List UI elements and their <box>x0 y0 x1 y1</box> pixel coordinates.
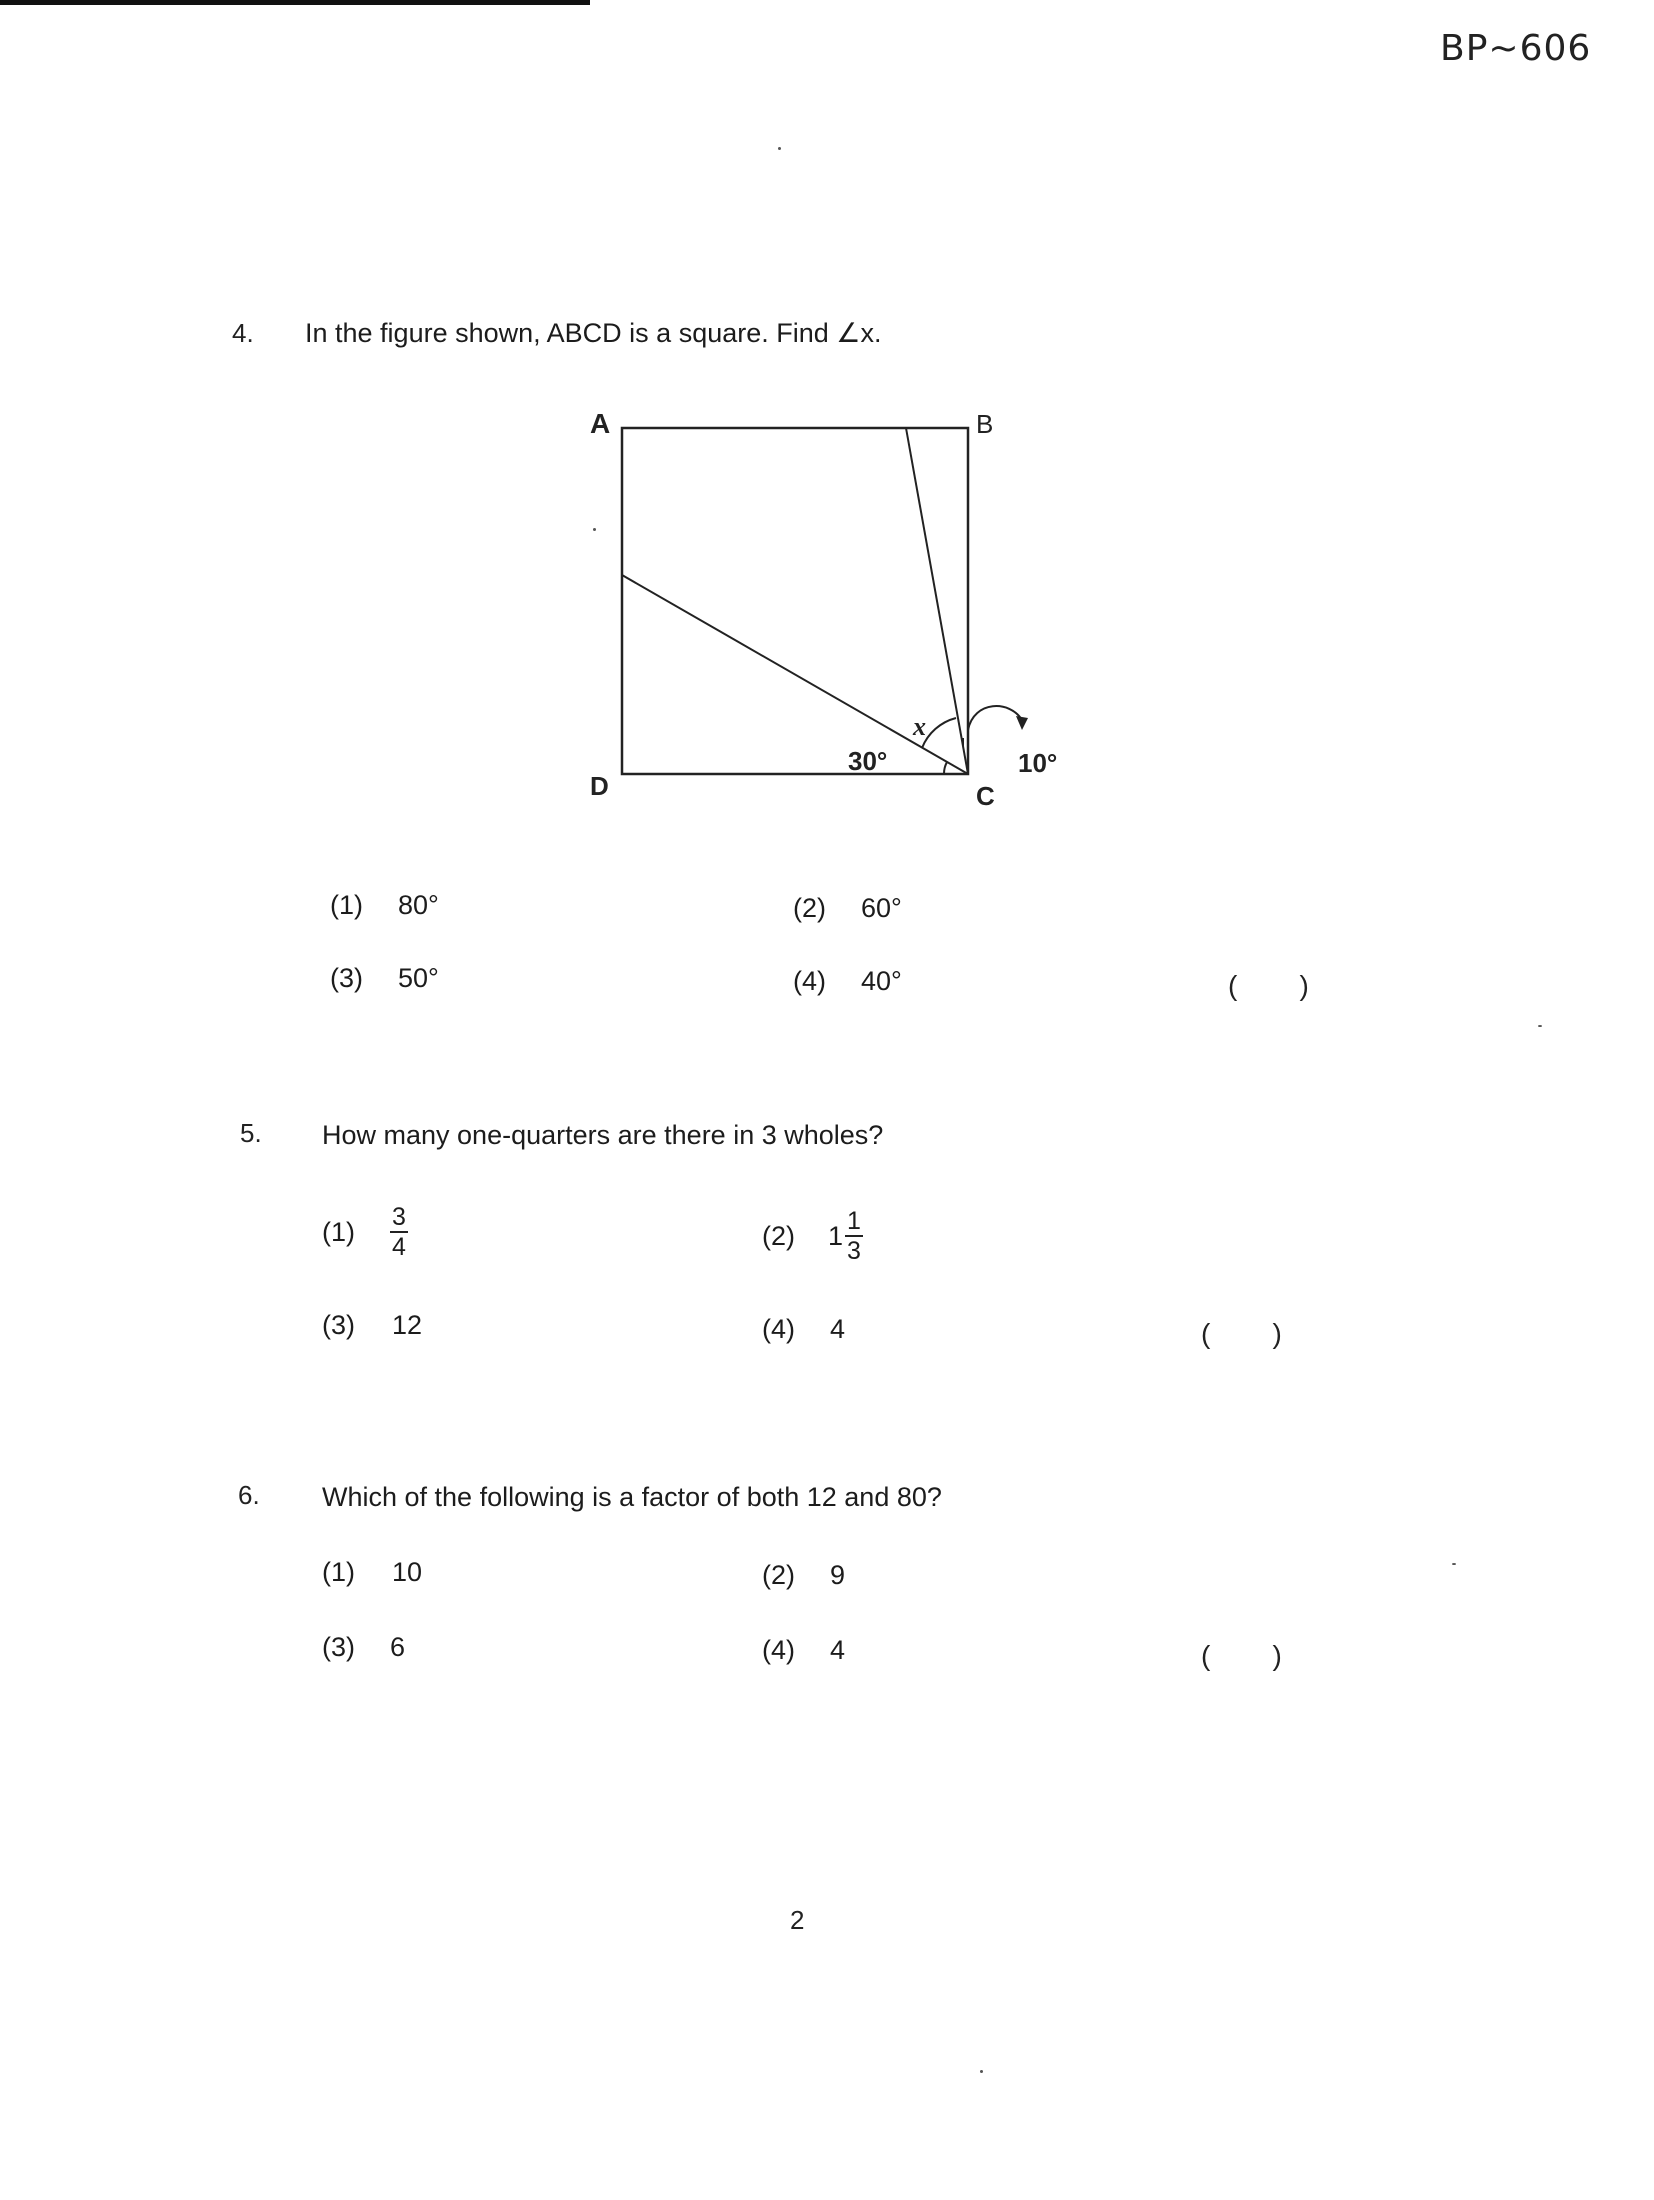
answer-bracket[interactable]: ( ) <box>1228 970 1309 1001</box>
scan-speck <box>778 147 781 150</box>
question-number: 5. <box>240 1118 262 1148</box>
angle-30-arc <box>944 762 947 774</box>
option-label: (4) <box>793 966 826 996</box>
scan-speck <box>1452 1563 1456 1565</box>
vertex-label-b: B <box>976 409 994 439</box>
mixed-number-whole: 1 <box>828 1220 844 1251</box>
option-value: 9 <box>830 1560 846 1590</box>
option-3[interactable] <box>322 1310 422 1341</box>
vertex-label-d: D <box>590 771 609 801</box>
fraction-denominator: 3 <box>847 1237 861 1265</box>
option-label: (1) <box>322 1557 355 1587</box>
option-label: (3) <box>322 1310 355 1340</box>
line-c-to-ad <box>622 575 968 774</box>
option-4[interactable] <box>762 1314 845 1345</box>
square-figure <box>570 400 1090 825</box>
angle-10-arc <box>968 706 1022 730</box>
vertex-label-c: C <box>976 781 995 811</box>
option-label: (2) <box>762 1220 795 1251</box>
option-value: 6 <box>390 1632 406 1662</box>
option-value: 50° <box>398 963 439 993</box>
option-3[interactable] <box>322 1632 405 1663</box>
option-value: 40° <box>861 966 902 996</box>
option-label: (2) <box>762 1560 795 1590</box>
option-value: 60° <box>861 893 902 923</box>
scan-speck <box>980 2070 983 2073</box>
question-text: Which of the following is a factor of both 12 and 80? <box>322 1482 942 1512</box>
angle-label-x: x <box>913 712 926 741</box>
option-value: 4 <box>830 1314 846 1344</box>
option-value: 80° <box>398 890 439 920</box>
angle-label-30: 30° <box>848 746 888 776</box>
fraction-numerator: 1 <box>847 1207 861 1235</box>
option-4[interactable] <box>762 1635 845 1666</box>
scan-speck <box>1538 1025 1542 1027</box>
option-value: 10 <box>392 1557 423 1587</box>
angle-label-10: 10° <box>1018 748 1058 778</box>
vertex-label-a: A <box>590 408 611 439</box>
option-1[interactable] <box>322 1203 408 1261</box>
option-2[interactable] <box>793 893 902 924</box>
fraction-numerator: 3 <box>392 1203 406 1231</box>
option-label: (3) <box>330 963 363 993</box>
square-diagram <box>570 400 1090 820</box>
fraction-denominator: 4 <box>392 1233 406 1261</box>
option-2[interactable] <box>762 1560 845 1591</box>
option-label: (4) <box>762 1635 795 1665</box>
option-label: (1) <box>322 1216 355 1247</box>
fraction-three-quarters <box>390 1203 408 1261</box>
option-value: 12 <box>392 1310 423 1340</box>
question-number: 6. <box>238 1480 260 1510</box>
question-text: In the figure shown, ABCD is a square. Find ∠x. <box>305 318 882 348</box>
answer-bracket[interactable]: ( ) <box>1201 1318 1282 1349</box>
option-label: (3) <box>322 1632 355 1662</box>
fraction-one-third <box>845 1207 863 1265</box>
option-3[interactable] <box>330 963 439 994</box>
paper-code: BP~606 <box>1440 28 1592 69</box>
answer-bracket[interactable]: ( ) <box>1201 1640 1282 1671</box>
option-label: (1) <box>330 890 363 920</box>
top-rule <box>0 0 590 5</box>
option-4[interactable] <box>793 966 902 997</box>
angle-10-arrowhead <box>1016 716 1028 730</box>
option-label: (4) <box>762 1314 795 1344</box>
option-label: (2) <box>793 893 826 923</box>
angle-x-arc <box>922 718 956 748</box>
option-1[interactable] <box>322 1557 422 1588</box>
question-number: 4. <box>232 318 254 348</box>
page-number: 2 <box>790 1905 805 1935</box>
option-2[interactable] <box>762 1207 863 1265</box>
option-value: 4 <box>830 1635 846 1665</box>
option-1[interactable] <box>330 890 439 921</box>
question-text: How many one-quarters are there in 3 wholes? <box>322 1120 884 1150</box>
